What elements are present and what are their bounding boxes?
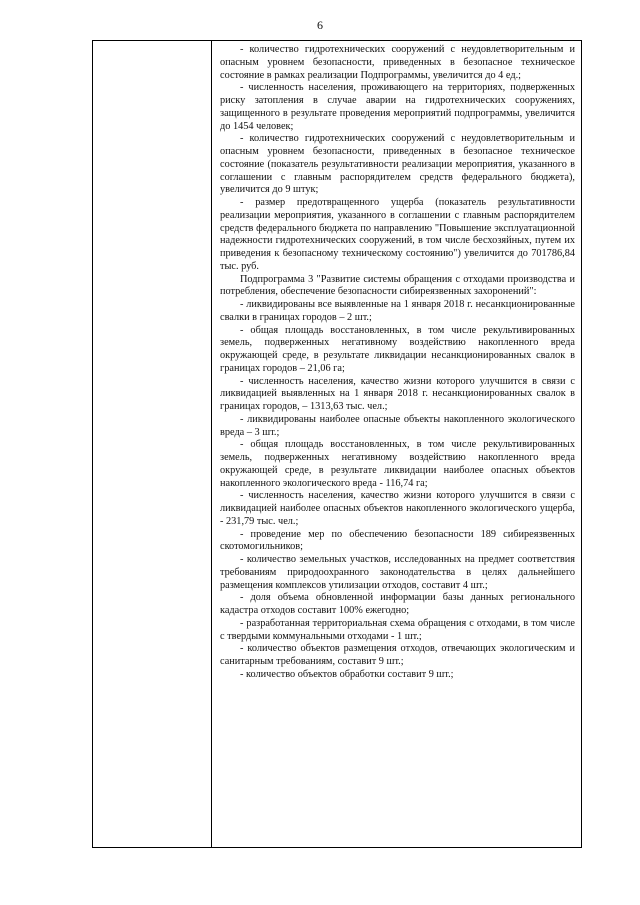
paragraph-subprogram-3-heading: Подпрограмма 3 "Развитие системы обращения с отходами производства и потребления, обеспечение безопасности сибиреязвенных захоронений": — [220, 273, 575, 298]
paragraph-restored-land-landfills: - общая площадь восстановленных, в том числе рекультивированных земель, подверженных негативному воздействию накопленного вреда окружающей среде, в результате ликвидации несанкционированных свалок в границах городов – 21,06 га; — [220, 324, 575, 374]
document-table — [92, 40, 582, 848]
paragraph-restored-land-hazardous: - общая площадь восстановленных, в том числе рекультивированных земель, подверженных негативному воздействию накопленного вреда окружающей среде, в результате ликвидации наиболее опасных объектов накопленного экологического вреда - 116,74 га; — [220, 439, 575, 489]
paragraph-waste-disposal-objects: - количество объектов размещения отходов, отвечающих экологическим и санитарным требованиям, составит 9 шт.; — [220, 643, 575, 667]
paragraph-anthrax-burial-safety: - проведение мер по обеспечению безопасности 189 сибиреязвенных скотомогильников; — [220, 528, 575, 553]
table-right-cell — [212, 44, 575, 847]
page-number: 6 — [317, 18, 323, 32]
paragraph-population-hazardous: - численность населения, качество жизни которого улучшится в связи с ликвидацией наиболее опасных объектов накопленного экологического ущерба, - 231,79 тыс. чел.; — [220, 490, 575, 527]
paragraph-waste-cadastre-share: - доля объема обновленной информации базы данных регионального кадастра отходов составит 100% ежегодно; — [220, 592, 575, 616]
paragraph-hts-count-agreement: - количество гидротехнических сооружений с неудовлетворительным и опасным уровнем безопасности, приведенных в безопасное техническое состояние (показатель результативности реализации мероприятия, указанного в соглашении с главным распорядителем средств федерального бюджета), увеличится до 9 штук; — [220, 133, 575, 196]
paragraph-hazardous-objects-liquidated: - ликвидированы наиболее опасные объекты накопленного экологического вреда – 3 шт.; — [220, 413, 575, 438]
paragraph-hts-count-subprogram: - количество гидротехнических сооружений с неудовлетворительным и опасным уровнем безопасности, приведенных в безопасное техническое состояние в рамках реализации Подпрограммы, увеличится до 4 ед.; — [220, 44, 575, 81]
paragraph-landfills-liquidated: - ликвидированы все выявленные на 1 января 2018 г. несанкционированные свалки в границах городов – 2 шт.; — [220, 299, 575, 323]
table-left-cell — [93, 41, 212, 847]
paragraph-population-landfills: - численность населения, качество жизни которого улучшится в связи с ликвидацией выявленных на 1 января 2018 г. несанкционированных свалок в границах городов, – 1313,63 тыс. чел.; — [220, 375, 575, 412]
paragraph-land-plots-studied: - количество земельных участков, исследованных на предмет соответствия требованиям природоохранного законодательства в целях дальнейшего размещения комплексов утилизации отходов, составит 4 шт.; — [220, 554, 575, 591]
paragraph-prevented-damage: - размер предотвращенного ущерба (показатель результативности реализации мероприятия, указанного в соглашении с главным распорядителем средств федерального бюджета по направлению "Повышение эксплуатационной надежности гидротехнических сооружений, в том числе бесхозяйных, путем их приведения к безопасному техническому состоянию") увеличится до 701786,84 тыс. руб. — [220, 197, 575, 272]
paragraph-territorial-scheme: - разработанная территориальная схема обращения с отходами, в том числе с твердыми коммунальными отходами - 1 шт.; — [220, 617, 575, 642]
paragraph-population-flood-risk: - численность населения, проживающего на территориях, подверженных риску затопления в случае аварии на гидротехнических сооружениях, защищенного в результате проведения мероприятий подпрограммы, увеличится до 1454 человек; — [220, 82, 575, 132]
paragraph-processing-objects: - количество объектов обработки составит 9 шт.; — [240, 668, 454, 680]
